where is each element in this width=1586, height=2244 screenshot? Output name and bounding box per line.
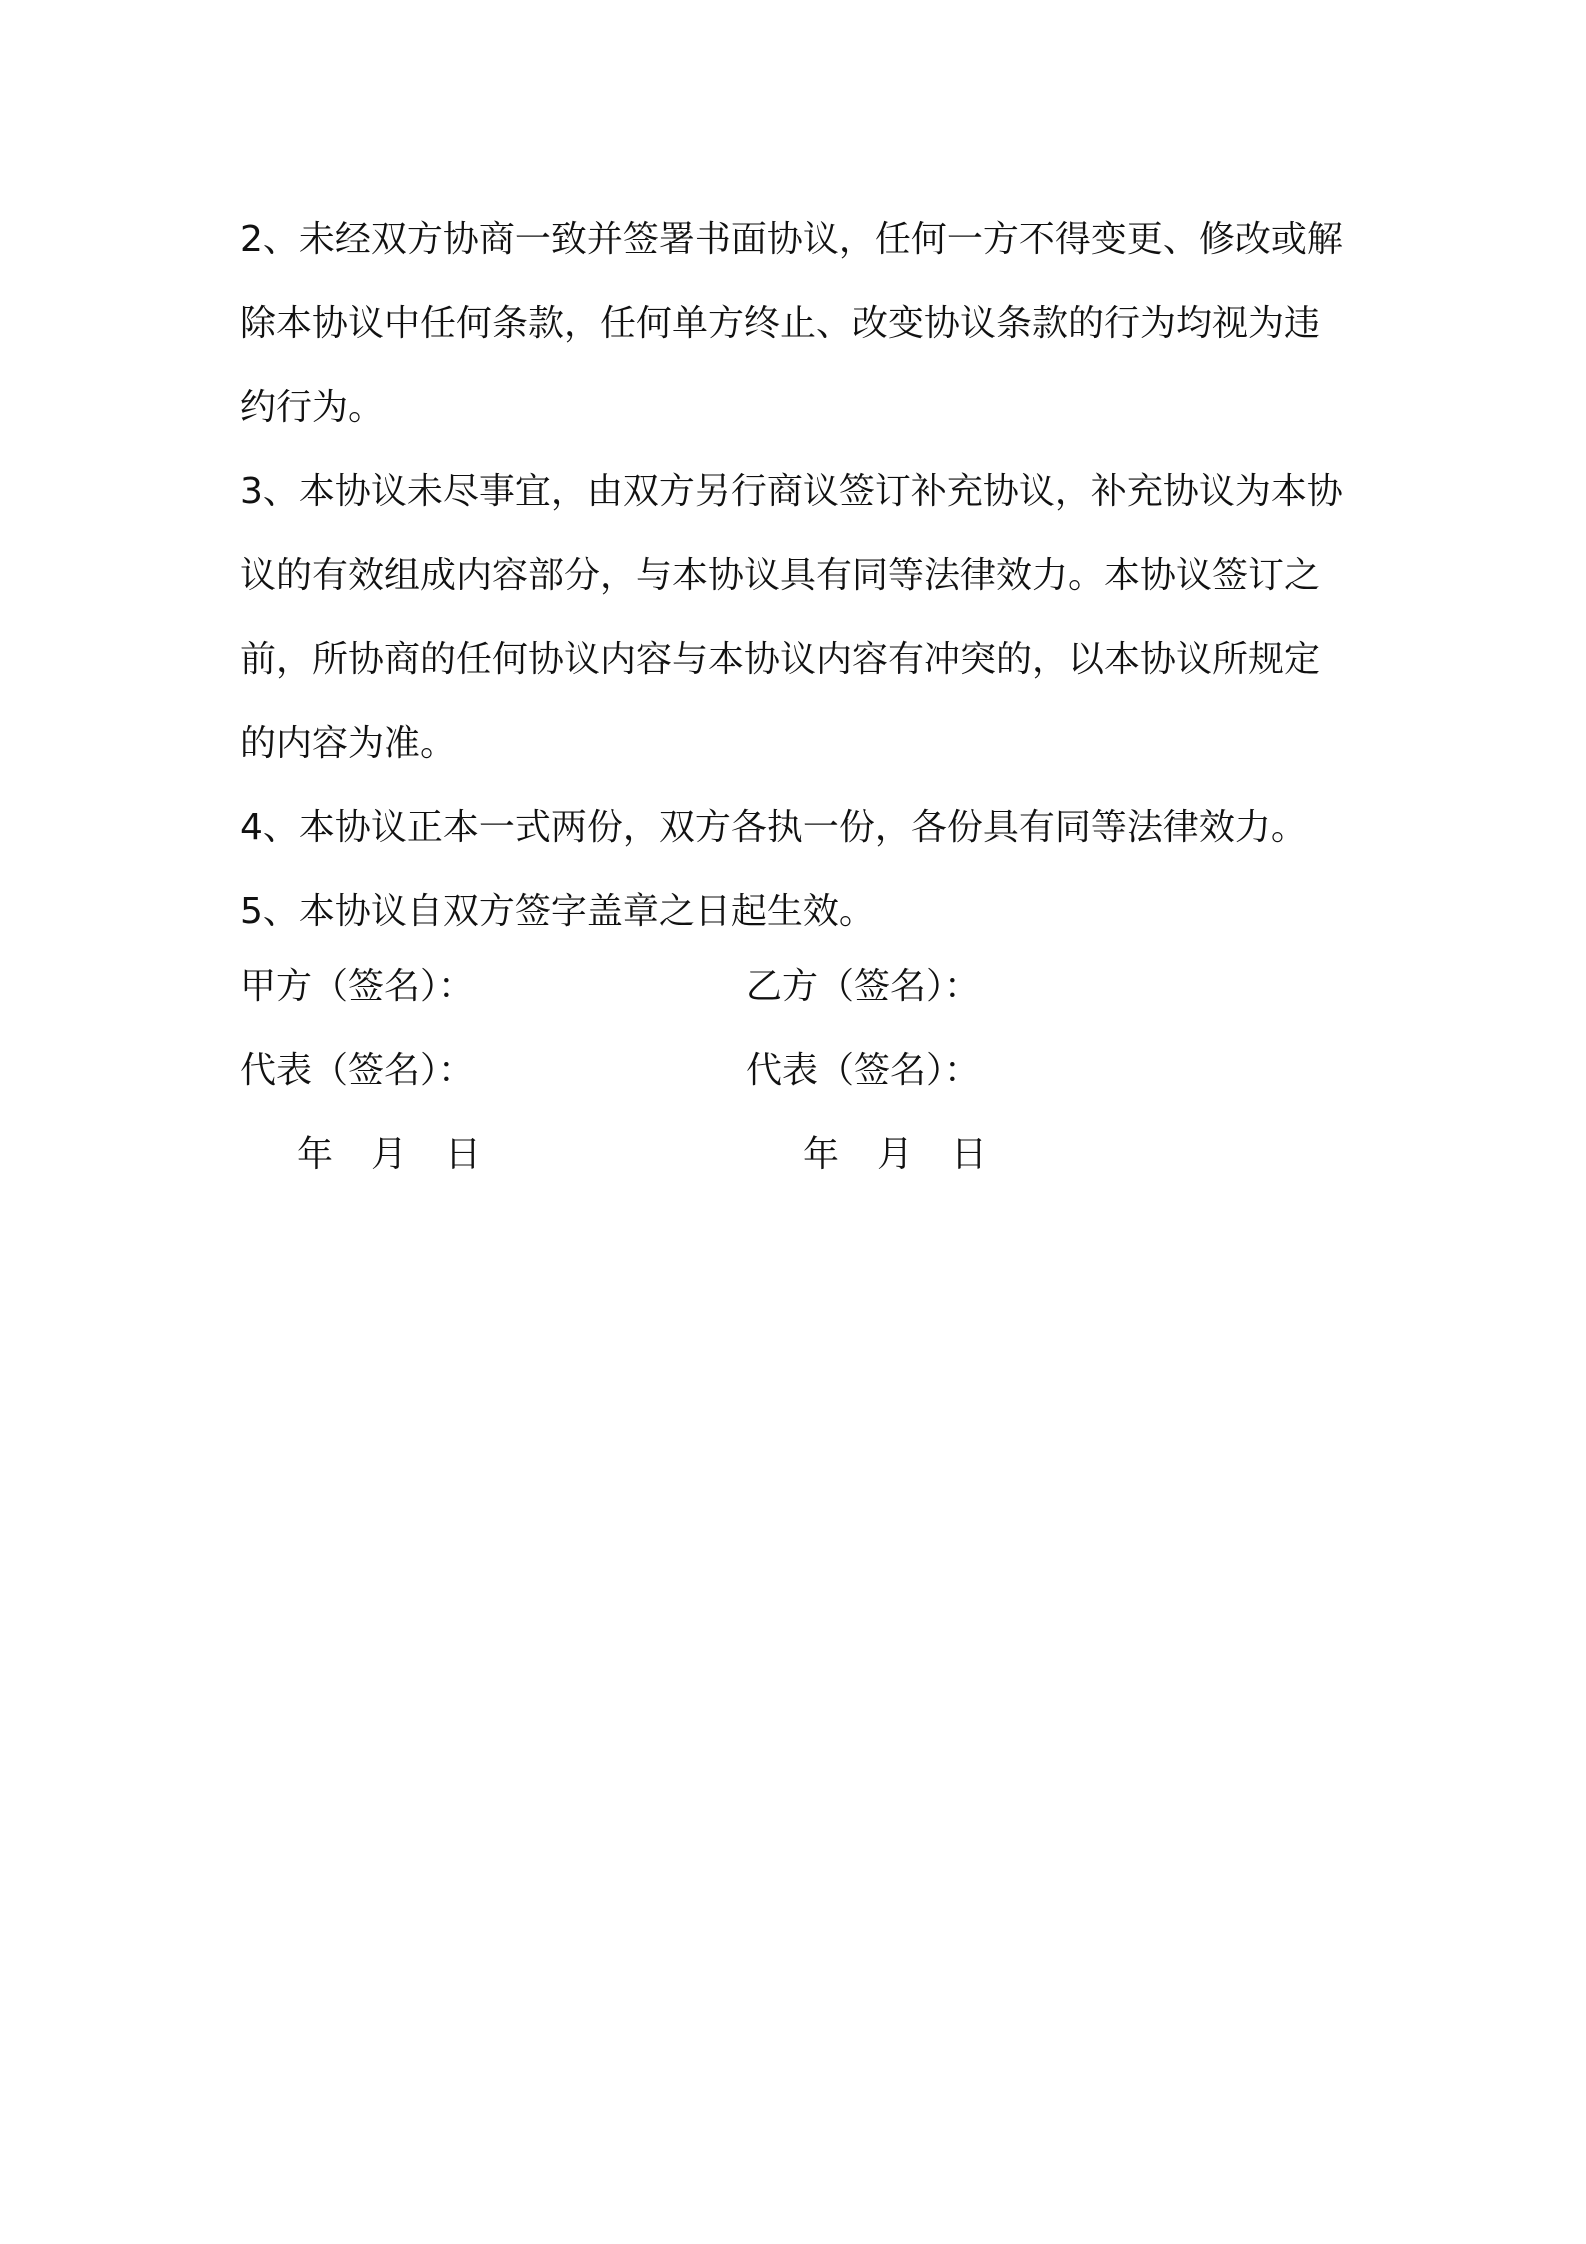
party-a-signature-label: 甲方（签名）： — [240, 966, 475, 1007]
representative-signature-row — [240, 1029, 1355, 1113]
clause-4: 4、本协议正本一式两份，双方各执一份，各份具有同等法律效力。 — [240, 807, 1307, 848]
date-day-label: 日 — [445, 1134, 482, 1175]
rep-b-signature-label: 代表（签名）： — [746, 1050, 981, 1091]
clause-5: 5、本协议自双方签字盖章之日起生效。 — [240, 891, 875, 932]
date-month-label: 月 — [371, 1134, 408, 1175]
date-day-label: 日 — [951, 1134, 988, 1175]
date-month-label: 月 — [877, 1134, 914, 1175]
date-year-label: 年 — [297, 1134, 334, 1175]
date-row — [240, 1113, 1355, 1197]
party-b-signature-label: 乙方（签名）： — [746, 966, 981, 1007]
agreement-clauses — [240, 198, 1355, 954]
date-year-label: 年 — [803, 1134, 840, 1175]
rep-a-signature-label: 代表（签名）： — [240, 1050, 475, 1091]
clause-3: 3、本协议未尽事宜，由双方另行商议签订补充协议，补充协议为本协议的有效组成内容部分，与本协议具有同等法律效力。本协议签订之前，所协商的任何协议内容与本协议内容有冲突的，以本协议所规定的内容为准。 — [240, 471, 1343, 764]
clause-2: 2、未经双方协商一致并签署书面协议，任何一方不得变更、修改或解除本协议中任何条款，任何单方终止、改变协议条款的行为均视为违约行为。 — [240, 219, 1343, 428]
party-signature-row — [240, 945, 1355, 1029]
